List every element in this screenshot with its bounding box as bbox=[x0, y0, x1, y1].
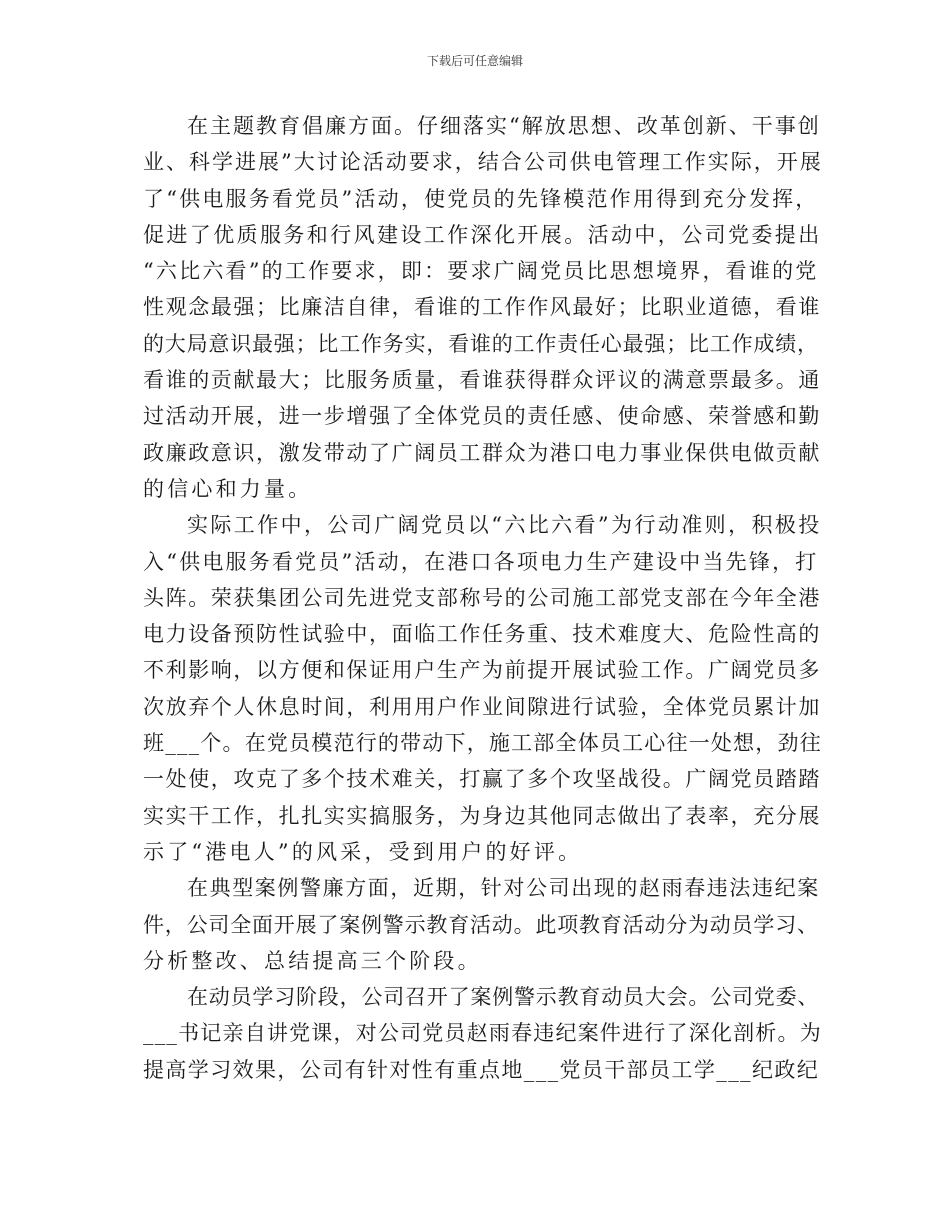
paragraph-mobilization-stage bbox=[143, 979, 823, 1088]
text-line: “六比六看”的工作要求，即：要求广阔党员比思想境界，看谁的党 bbox=[143, 259, 819, 284]
text-line: 示了“港电人”的风采，受到用户的好评。 bbox=[143, 839, 583, 864]
text-line: 入“供电服务看党员”活动，在港口各项电力生产建设中当先锋，打 bbox=[143, 549, 819, 574]
page-header-note: 下载后可任意编辑 bbox=[426, 54, 523, 68]
text-line: 实实干工作，扎扎实实搞服务，为身边其他同志做出了表率，充分展 bbox=[143, 803, 821, 828]
text-line: ___书记亲自讲党课，对公司党员赵雨春违纪案件进行了深化剖析。为 bbox=[143, 1021, 822, 1046]
paragraph-case-warning bbox=[143, 870, 823, 979]
text-line: 促进了优质服务和行风建设工作深化开展。活动中，公司党委提出 bbox=[143, 222, 822, 247]
document-body bbox=[143, 108, 823, 1088]
text-line: 业、科学进展”大讨论活动要求，结合公司供电管理工作实际，开展 bbox=[143, 150, 823, 175]
paragraph-practical-work bbox=[143, 507, 823, 870]
text-line: 在动员学习阶段，公司召开了案例警示教育动员大会。公司党委、 bbox=[187, 985, 820, 1010]
text-line: 性观念最强；比廉洁自律，看谁的工作作风最好；比职业道德，看谁 bbox=[143, 295, 821, 320]
text-line: 次放弃个人休息时间，利用用户作业间隙进行试验，全体党员累计加 bbox=[143, 694, 821, 719]
text-line: 提高学习效果，公司有针对性有重点地___党员干部员工学___纪政纪 bbox=[143, 1057, 820, 1082]
text-line: 一处使，攻克了多个技术难关，打赢了多个攻坚战役。广阔党员踏踏 bbox=[143, 767, 821, 792]
text-line: 电力设备预防性试验中，面临工作任务重、技术难度大、危险性高的 bbox=[143, 622, 821, 647]
paragraph-theme-education bbox=[143, 108, 823, 507]
text-line: 了“供电服务看党员”活动，使党员的先锋模范作用得到充分发挥， bbox=[143, 186, 819, 211]
text-line: 不利影响，以方便和保证用户生产为前提开展试验工作。广阔党员多 bbox=[143, 658, 821, 683]
text-line: 实际工作中，公司广阔党员以“六比六看”为行动准则，积极投 bbox=[187, 513, 822, 538]
text-line: 在典型案例警廉方面，近期，针对公司出现的赵雨春违法违纪案 bbox=[187, 876, 820, 901]
text-line: 件，公司全面开展了案例警示教育活动。此项教育活动分为动员学习、 bbox=[143, 912, 819, 937]
text-line: 在主题教育倡廉方面。仔细落实“解放思想、改革创新、干事创 bbox=[187, 114, 821, 138]
text-line: 分析整改、总结提高三个阶段。 bbox=[143, 948, 482, 973]
text-line: 的大局意识最强；比工作务实，看谁的工作责任心最强；比工作成绩， bbox=[143, 331, 819, 356]
text-line: 政廉政意识，激发带动了广阔员工群众为港口电力事业保供电做贡献 bbox=[143, 440, 821, 465]
text-line: 的信心和力量。 bbox=[143, 476, 313, 501]
text-line: 看谁的贡献最大；比服务质量，看谁获得群众评议的满意票最多。通 bbox=[143, 368, 821, 393]
text-line: 头阵。荣获集团公司先进党支部称号的公司施工部党支部在今年全港 bbox=[143, 585, 821, 610]
text-line: 班___个。在党员模范行的带动下，施工部全体员工心往一处想，劲往 bbox=[143, 731, 822, 756]
text-line: 过活动开展，进一步增强了全体党员的责任感、使命感、荣誉感和勤 bbox=[143, 404, 821, 429]
